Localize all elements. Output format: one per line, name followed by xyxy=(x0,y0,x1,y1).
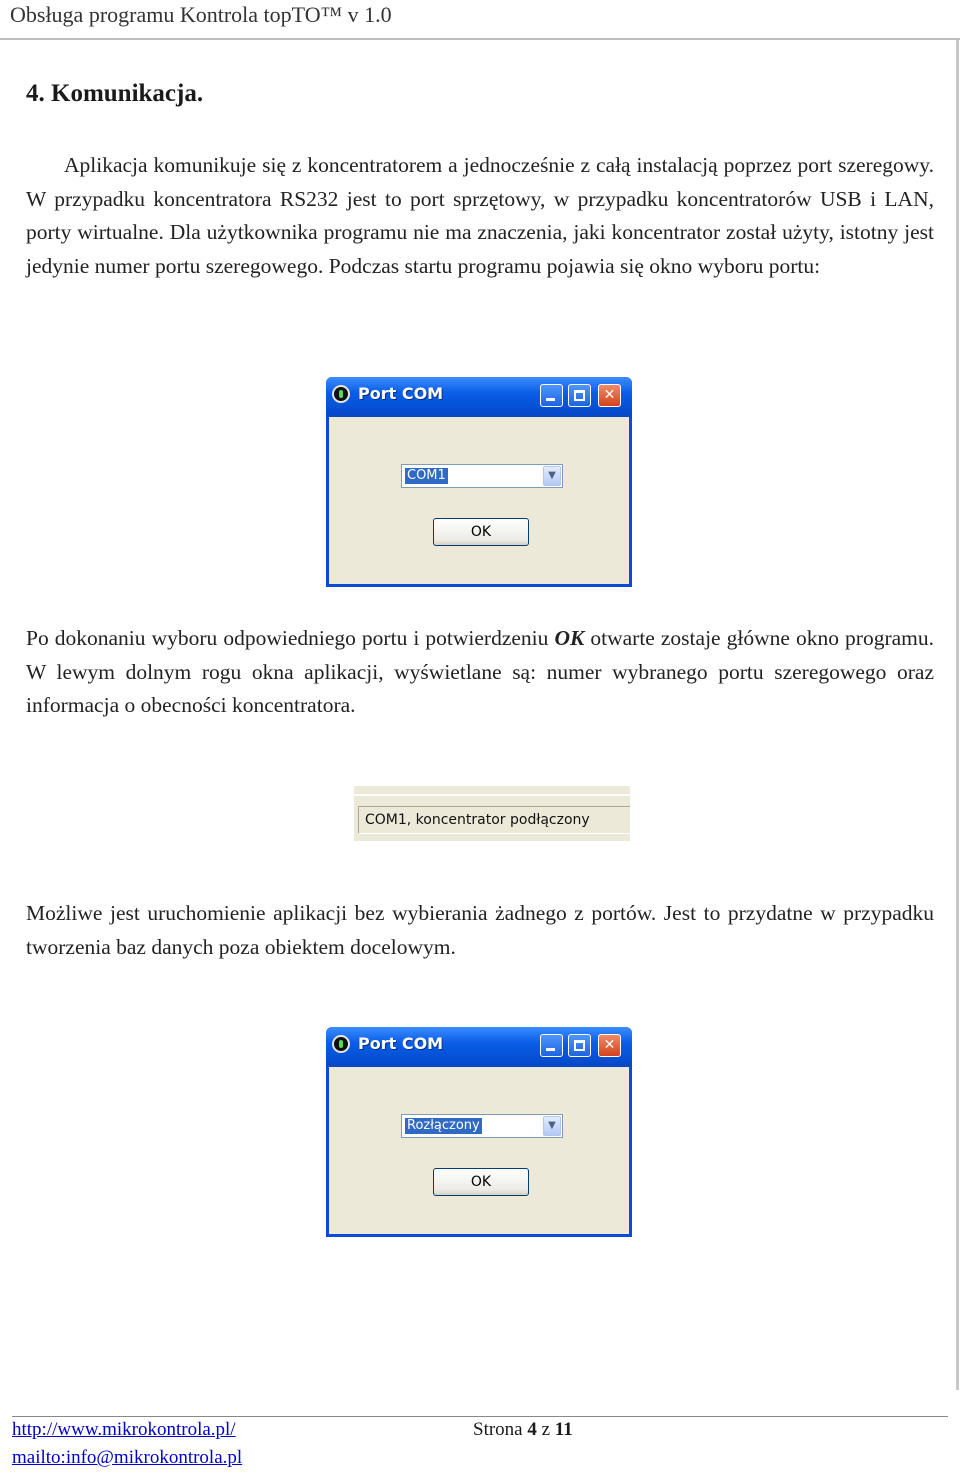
maximize-button[interactable] xyxy=(568,1034,591,1057)
status-bar-divider xyxy=(354,794,630,796)
dialog-titlebar xyxy=(326,1027,632,1067)
paragraph-no-port: Możliwe jest uruchomienie aplikacji bez wybierania żadnego z portów. Jest to przydatne w przypadku tworzenia baz danych poza obiektem docelowym. xyxy=(26,901,934,959)
dialog-titlebar xyxy=(326,377,632,417)
paragraph-text: Po dokonaniu wyboru odpowiedniego portu i potwierdzeniu xyxy=(26,626,555,650)
minimize-button[interactable] xyxy=(540,1034,563,1057)
maximize-icon xyxy=(574,390,585,401)
port-com-dialog xyxy=(326,377,632,587)
email-link[interactable]: mailto:info@mikrokontrola.pl xyxy=(12,1447,243,1468)
app-icon xyxy=(332,1035,350,1053)
page-header xyxy=(0,0,960,40)
page-border xyxy=(956,40,959,1390)
page-prefix: Strona xyxy=(473,1419,528,1440)
document-title: Obsługa programu Kontrola topTO™ v 1.0 xyxy=(10,2,392,27)
paragraph-after-selection xyxy=(26,622,934,723)
dialog-title: Port COM xyxy=(358,1034,444,1053)
header-divider xyxy=(0,38,960,40)
paragraph-communication: Aplikacja komunikuje się z koncentratorem a jednocześnie z całą instalacją poprzez port szeregowy. W przypadku koncentratora RS232 jest to port sprzętowy, w przypadku koncentratorów USB i LAN, porty wirtualne. Dla użytkownika programu nie ma znaczenia, jaki koncentrator został użyty, istotny jest jedynie numer portu szeregowego. Podczas startu programu pojawia się okno wyboru portu: xyxy=(26,153,934,278)
close-icon: ✕ xyxy=(603,1037,616,1053)
status-text: COM1, koncentrator podłączony xyxy=(358,806,630,834)
chevron-down-icon[interactable]: ▼ xyxy=(543,1116,561,1136)
ok-emphasis: OK xyxy=(554,626,585,650)
port-com-dialog-disconnected xyxy=(326,1027,632,1237)
page-current: 4 xyxy=(527,1419,537,1440)
maximize-button[interactable] xyxy=(568,384,591,407)
minimize-icon xyxy=(546,1048,555,1051)
port-select[interactable] xyxy=(401,1114,563,1138)
port-select-value: COM1 xyxy=(407,468,446,483)
dialog-title: Port COM xyxy=(358,384,444,403)
page-footer xyxy=(0,1400,960,1479)
port-select[interactable] xyxy=(401,464,563,488)
ok-button[interactable]: OK xyxy=(433,1168,529,1196)
close-icon: ✕ xyxy=(603,387,616,403)
maximize-icon xyxy=(574,1040,585,1051)
website-link[interactable]: http://www.mikrokontrola.pl/ xyxy=(12,1419,236,1440)
footer-divider xyxy=(12,1416,948,1417)
page-number xyxy=(473,1419,573,1441)
page-total: 11 xyxy=(554,1419,573,1440)
paragraph-text: otwarte zostaje główne okno programu. W lewym dolnym rogu okna aplikacji, wyświetlane są: numer wybranego portu szeregowego oraz informacja o obecności koncentratora. xyxy=(26,626,934,717)
ok-button[interactable]: OK xyxy=(433,518,529,546)
close-button[interactable] xyxy=(598,384,621,407)
port-select-value: Rozłączony xyxy=(407,1118,480,1133)
chevron-down-icon[interactable]: ▼ xyxy=(543,466,561,486)
minimize-button[interactable] xyxy=(540,384,563,407)
app-icon xyxy=(332,385,350,403)
close-button[interactable] xyxy=(598,1034,621,1057)
page-mid: z xyxy=(536,1419,555,1440)
section-heading: 4. Komunikacja. xyxy=(26,80,204,107)
minimize-icon xyxy=(546,398,555,401)
status-bar xyxy=(354,786,630,841)
